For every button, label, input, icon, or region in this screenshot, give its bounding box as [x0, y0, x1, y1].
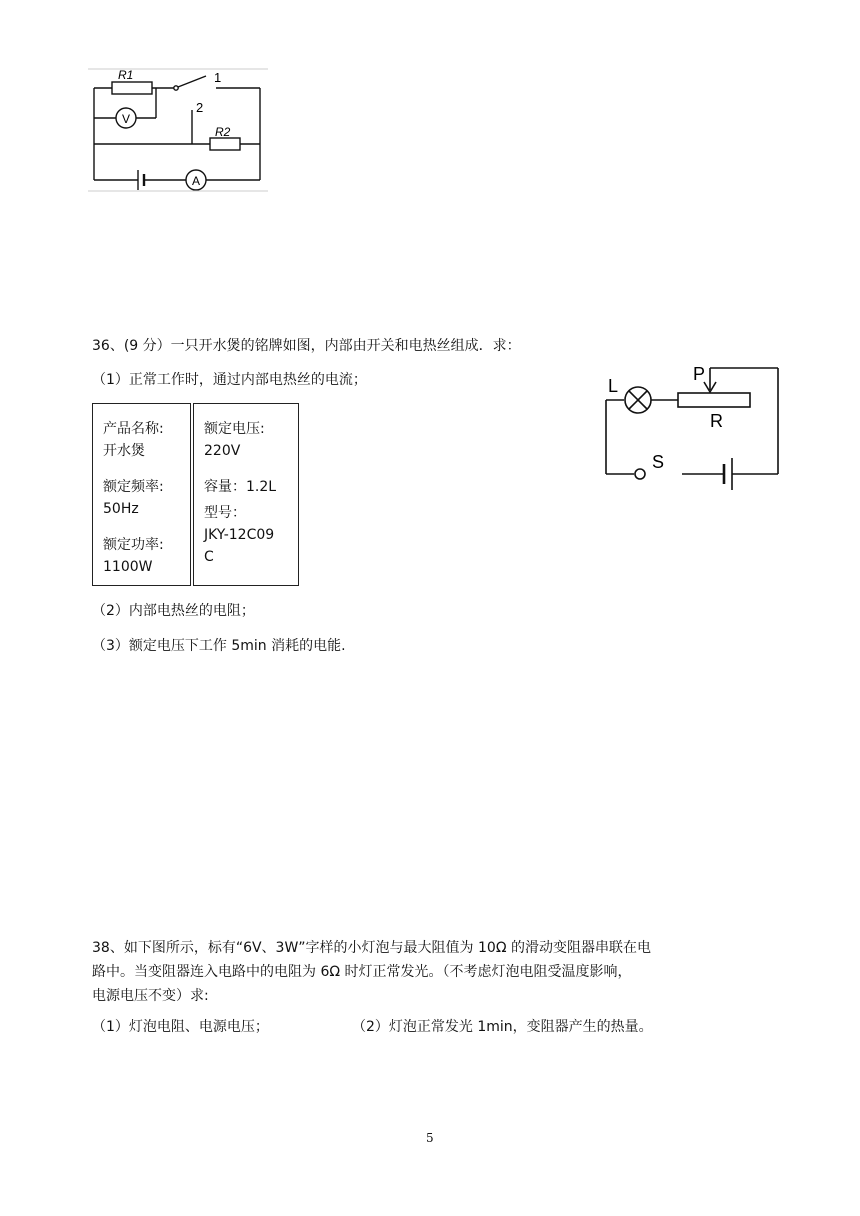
q36-title: 36、(9 分）一只开水煲的铭牌如图，内部由开关和电热丝组成．求：	[92, 338, 521, 354]
switch-position-1: 1	[214, 70, 222, 85]
nameplate-cell: JKY-12C09	[204, 527, 275, 543]
circuit-diagram-1	[88, 66, 268, 194]
r1-label: R1	[118, 68, 134, 82]
nameplate-cell: 220V	[204, 443, 241, 459]
voltmeter-label: V	[122, 112, 131, 126]
slider-label: P	[693, 364, 706, 384]
nameplate-cell: 1100W	[103, 559, 153, 575]
nameplate-cell: 额定频率:	[103, 479, 164, 495]
nameplate-cell: 开水煲	[103, 443, 145, 459]
nameplate-cell: 额定功率:	[103, 537, 164, 553]
nameplate-cell: 额定电压:	[204, 421, 265, 437]
q36-part1: （1）正常工作时，通过内部电热丝的电流；	[92, 372, 367, 388]
circuit-diagram-2	[600, 360, 790, 492]
nameplate-cell: 容量：1.2L	[204, 479, 277, 495]
q38-line2: 路中。当变阻器连入电路中的电阻为 6Ω 时灯正常发光。（不考虑灯泡电阻受温度影响，	[92, 964, 632, 980]
switch-s-contact	[635, 469, 645, 479]
nameplate-table	[92, 403, 298, 586]
q36-part3: （3）额定电压下工作 5min 消耗的电能.	[92, 638, 346, 654]
nameplate-cell: C	[204, 549, 214, 565]
resistor-r2	[210, 138, 240, 150]
switch-blade	[178, 76, 206, 87]
q38-part2: （2）灯泡正常发光 1min，变阻器产生的热量。	[352, 1019, 653, 1035]
rheostat-label: R	[710, 411, 723, 431]
q38-part1: （1）灯泡电阻、电源电压；	[92, 1019, 269, 1035]
nameplate-cell: 型号：	[204, 505, 246, 521]
nameplate-cell: 产品名称:	[103, 421, 164, 437]
nameplate-cell: 50Hz	[103, 501, 139, 517]
rheostat-r	[678, 393, 750, 407]
r2-label: R2	[215, 125, 231, 139]
nameplate-left-column	[92, 403, 191, 586]
q38-line3: 电源电压不变）求:	[92, 988, 209, 1004]
switch-position-2: 2	[196, 100, 204, 115]
nameplate-right-column	[193, 403, 299, 586]
q36-part2: （2）内部电热丝的电阻；	[92, 603, 255, 619]
q38-line1: 38、如下图所示，标有“6V、3W”字样的小灯泡与最大阻值为 10Ω 的滑动变阻器串联在电	[92, 940, 651, 956]
lamp-label: L	[608, 376, 619, 396]
switch-label: S	[652, 452, 665, 472]
page-number: 5	[426, 1131, 434, 1145]
resistor-r1	[112, 82, 152, 94]
ammeter-label: A	[192, 174, 201, 188]
